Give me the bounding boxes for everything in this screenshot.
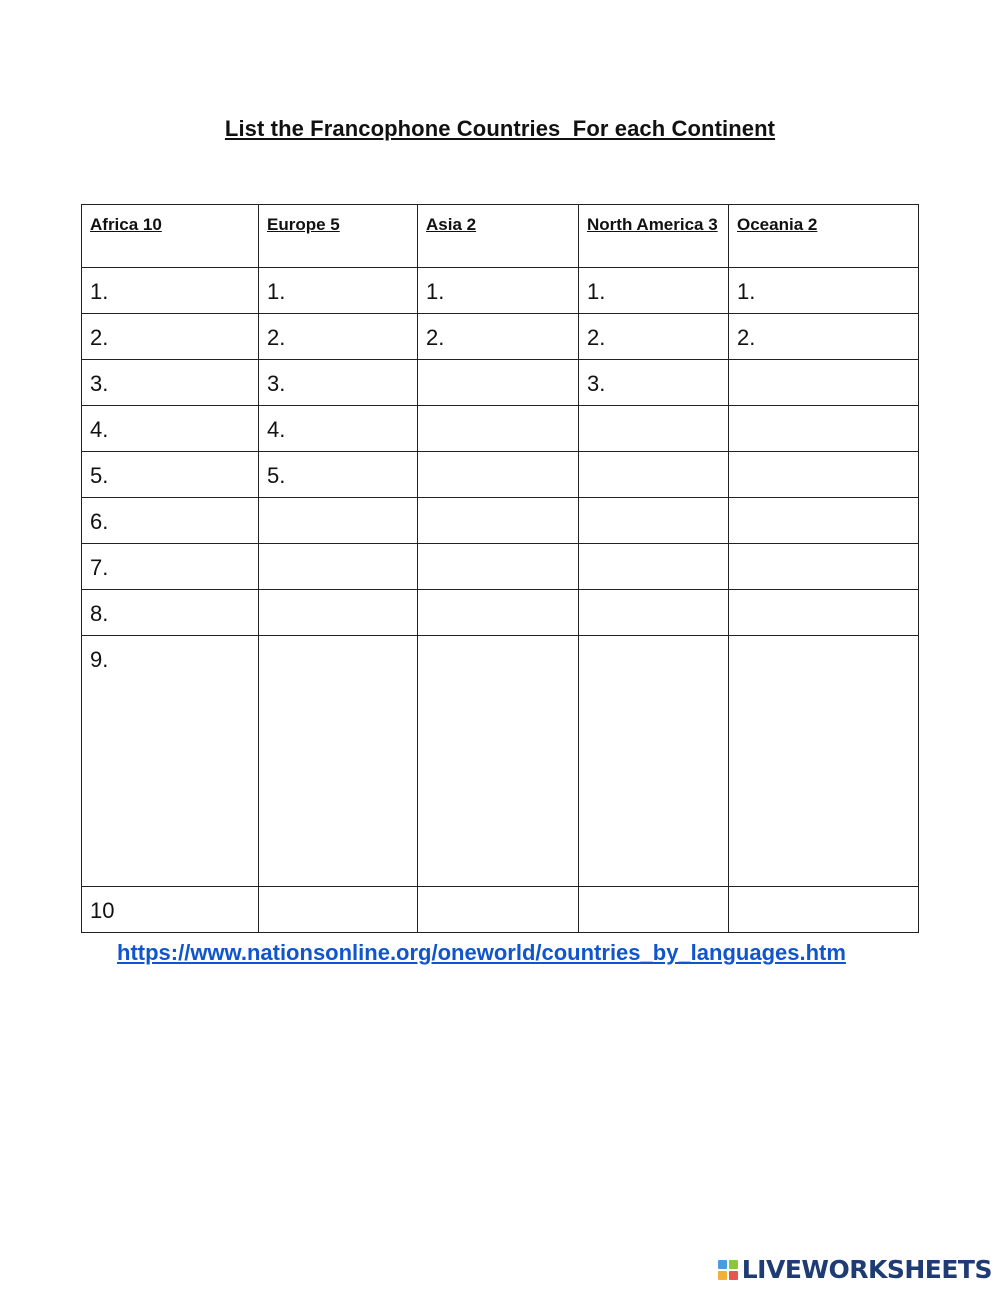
header-europe: Europe 5	[259, 205, 418, 268]
table-row	[82, 544, 919, 590]
table-row	[82, 314, 919, 360]
liveworksheets-logo	[718, 1255, 992, 1284]
cell-oceania[interactable]	[729, 544, 919, 590]
cell-north-america[interactable]	[579, 887, 729, 933]
logo-square-v	[718, 1271, 727, 1280]
cell-europe[interactable]: 2.	[259, 314, 418, 360]
table-body	[82, 268, 919, 933]
cell-north-america[interactable]	[579, 406, 729, 452]
cell-oceania[interactable]: 1.	[729, 268, 919, 314]
cell-oceania[interactable]	[729, 360, 919, 406]
cell-europe[interactable]: 3.	[259, 360, 418, 406]
cell-asia[interactable]	[418, 887, 579, 933]
logo-square-l	[718, 1260, 727, 1269]
header-north-america: North America 3	[579, 205, 729, 268]
cell-asia[interactable]: 1.	[418, 268, 579, 314]
cell-europe[interactable]: 1.	[259, 268, 418, 314]
header-oceania: Oceania 2	[729, 205, 919, 268]
countries-table	[81, 204, 919, 933]
table-row	[82, 452, 919, 498]
cell-north-america[interactable]	[579, 498, 729, 544]
logo-square-e	[729, 1271, 738, 1280]
cell-north-america[interactable]: 1.	[579, 268, 729, 314]
cell-africa[interactable]: 10	[82, 887, 259, 933]
cell-europe[interactable]	[259, 544, 418, 590]
table-header-row	[82, 205, 919, 268]
cell-africa[interactable]: 8.	[82, 590, 259, 636]
cell-asia[interactable]	[418, 452, 579, 498]
cell-north-america[interactable]	[579, 590, 729, 636]
cell-europe[interactable]: 5.	[259, 452, 418, 498]
cell-north-america[interactable]: 3.	[579, 360, 729, 406]
table-row	[82, 360, 919, 406]
cell-oceania[interactable]	[729, 452, 919, 498]
cell-oceania[interactable]	[729, 636, 919, 887]
brand-name: LIVEWORKSHEETS	[741, 1255, 992, 1284]
table-row	[82, 498, 919, 544]
cell-north-america[interactable]	[579, 636, 729, 887]
cell-asia[interactable]	[418, 636, 579, 887]
cell-africa[interactable]: 2.	[82, 314, 259, 360]
cell-africa[interactable]: 1.	[82, 268, 259, 314]
cell-africa[interactable]: 9.	[82, 636, 259, 887]
cell-europe[interactable]	[259, 590, 418, 636]
cell-north-america[interactable]	[579, 544, 729, 590]
cell-asia[interactable]: 2.	[418, 314, 579, 360]
header-asia: Asia 2	[418, 205, 579, 268]
cell-north-america[interactable]	[579, 452, 729, 498]
table-row	[82, 590, 919, 636]
table-row	[82, 406, 919, 452]
reference-link[interactable]: https://www.nationsonline.org/oneworld/countries_by_languages.htm	[117, 940, 846, 965]
cell-asia[interactable]	[418, 590, 579, 636]
cell-europe[interactable]: 4.	[259, 406, 418, 452]
table-row	[82, 636, 919, 887]
cell-africa[interactable]: 6.	[82, 498, 259, 544]
logo-square-i	[729, 1260, 738, 1269]
cell-europe[interactable]	[259, 498, 418, 544]
page-title: List the Francophone Countries For each Continent	[224, 116, 776, 141]
cell-oceania[interactable]: 2.	[729, 314, 919, 360]
cell-asia[interactable]	[418, 498, 579, 544]
cell-asia[interactable]	[418, 406, 579, 452]
cell-africa[interactable]: 3.	[82, 360, 259, 406]
cell-oceania[interactable]	[729, 590, 919, 636]
cell-oceania[interactable]	[729, 498, 919, 544]
cell-europe[interactable]	[259, 887, 418, 933]
table-row	[82, 268, 919, 314]
cell-asia[interactable]	[418, 544, 579, 590]
cell-oceania[interactable]	[729, 887, 919, 933]
cell-africa[interactable]: 7.	[82, 544, 259, 590]
cell-europe[interactable]	[259, 636, 418, 887]
table-row	[82, 887, 919, 933]
cell-africa[interactable]: 5.	[82, 452, 259, 498]
cell-asia[interactable]	[418, 360, 579, 406]
liveworksheets-mark-icon	[718, 1260, 738, 1280]
cell-africa[interactable]: 4.	[82, 406, 259, 452]
cell-north-america[interactable]: 2.	[579, 314, 729, 360]
cell-oceania[interactable]	[729, 406, 919, 452]
header-africa: Africa 10	[82, 205, 259, 268]
